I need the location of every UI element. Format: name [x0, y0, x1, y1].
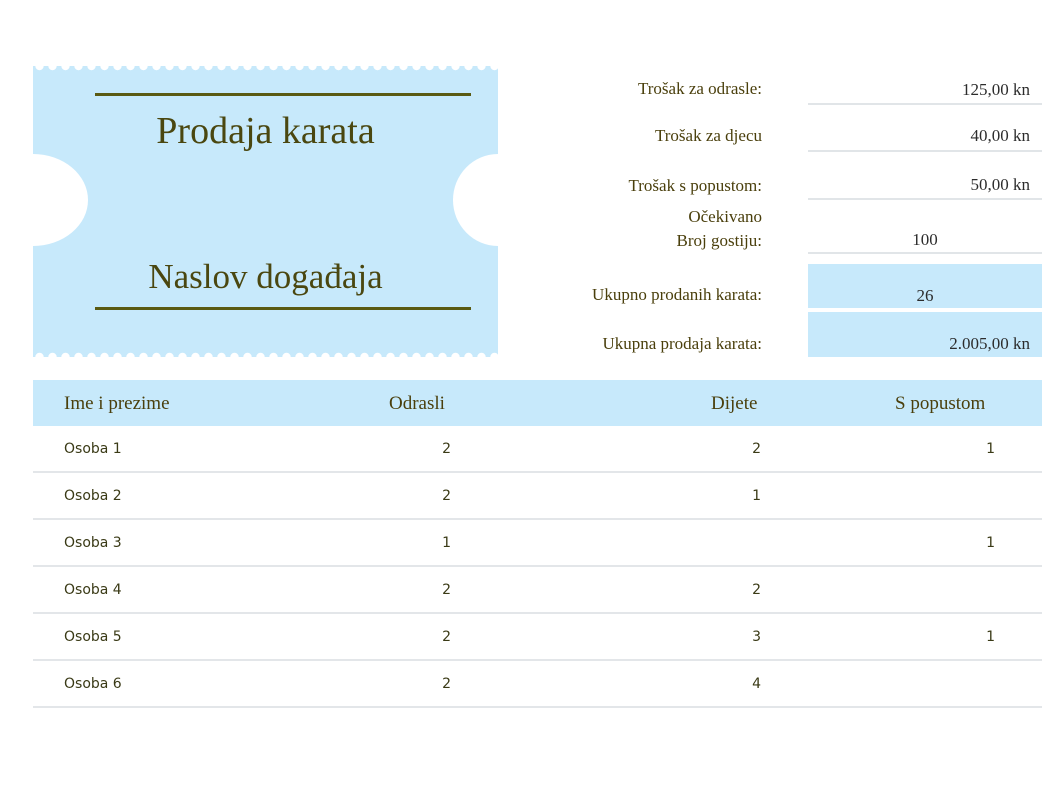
expected-guests-label-line2: Broj gostiju: [676, 231, 762, 250]
cell-name[interactable]: Osoba 2 [64, 488, 122, 504]
cell-adults[interactable]: 2 [442, 488, 451, 504]
ticket-bottom-rule [95, 307, 471, 310]
tickets-sold-label: Ukupno prodanih karata: [592, 285, 762, 304]
cell-adults[interactable]: 2 [442, 629, 451, 645]
cell-discount[interactable]: 1 [986, 441, 995, 457]
total-sales-value: 2.005,00 kn [949, 334, 1030, 353]
discount-cost-label: Trošak s popustom: [628, 176, 762, 195]
tickets-sold-value: 26 [916, 286, 934, 305]
cell-adults[interactable]: 1 [442, 535, 451, 551]
cell-child[interactable]: 2 [752, 582, 761, 598]
child-cost-value: 40,00 kn [970, 126, 1030, 145]
adult-cost-value: 125,00 kn [962, 80, 1030, 99]
cell-discount[interactable]: 1 [986, 535, 995, 551]
tickets-sold-cell [808, 264, 1042, 308]
event-title: Naslov događaja [148, 257, 383, 296]
cell-adults[interactable]: 2 [442, 441, 451, 457]
child-cost-cell[interactable] [808, 118, 1042, 152]
expected-guests-cell[interactable] [808, 215, 1042, 254]
table-row [33, 521, 1042, 567]
header-adults: Odrasli [389, 393, 445, 414]
cell-name[interactable]: Osoba 3 [64, 535, 122, 551]
total-sales-label: Ukupna prodaja karata: [602, 334, 762, 353]
discount-cost-value: 50,00 kn [970, 175, 1030, 194]
table-header [33, 380, 1042, 426]
table-row [33, 615, 1042, 661]
cell-discount[interactable]: 1 [986, 629, 995, 645]
cell-name[interactable]: Osoba 1 [64, 441, 122, 457]
header-discount: S popustom [895, 393, 986, 414]
expected-guests-label-line1: Očekivano [688, 207, 762, 226]
cell-name[interactable]: Osoba 6 [64, 676, 122, 692]
discount-cost-cell[interactable] [808, 166, 1042, 200]
expected-guests-value: 100 [912, 230, 938, 249]
table-row [33, 568, 1042, 614]
adult-cost-cell[interactable] [808, 72, 1042, 105]
cell-name[interactable]: Osoba 4 [64, 582, 122, 598]
cell-child[interactable]: 1 [752, 488, 761, 504]
cell-child[interactable]: 4 [752, 676, 761, 692]
table-row [33, 662, 1042, 708]
cell-adults[interactable]: 2 [442, 676, 451, 692]
cell-child[interactable]: 3 [752, 629, 761, 645]
ticket-banner [33, 66, 498, 357]
total-sales-cell [808, 312, 1042, 357]
ticket-top-rule [95, 93, 471, 96]
table-row [33, 427, 1042, 473]
ticket-title: Prodaja karata [156, 110, 375, 152]
cell-adults[interactable]: 2 [442, 582, 451, 598]
table-row [33, 474, 1042, 520]
adult-cost-label: Trošak za odrasle: [637, 79, 762, 98]
child-cost-label: Trošak za djecu [654, 126, 762, 145]
header-child: Dijete [711, 393, 758, 414]
header-name: Ime i prezime [64, 393, 170, 414]
cell-child[interactable]: 2 [752, 441, 761, 457]
cell-name[interactable]: Osoba 5 [64, 629, 122, 645]
